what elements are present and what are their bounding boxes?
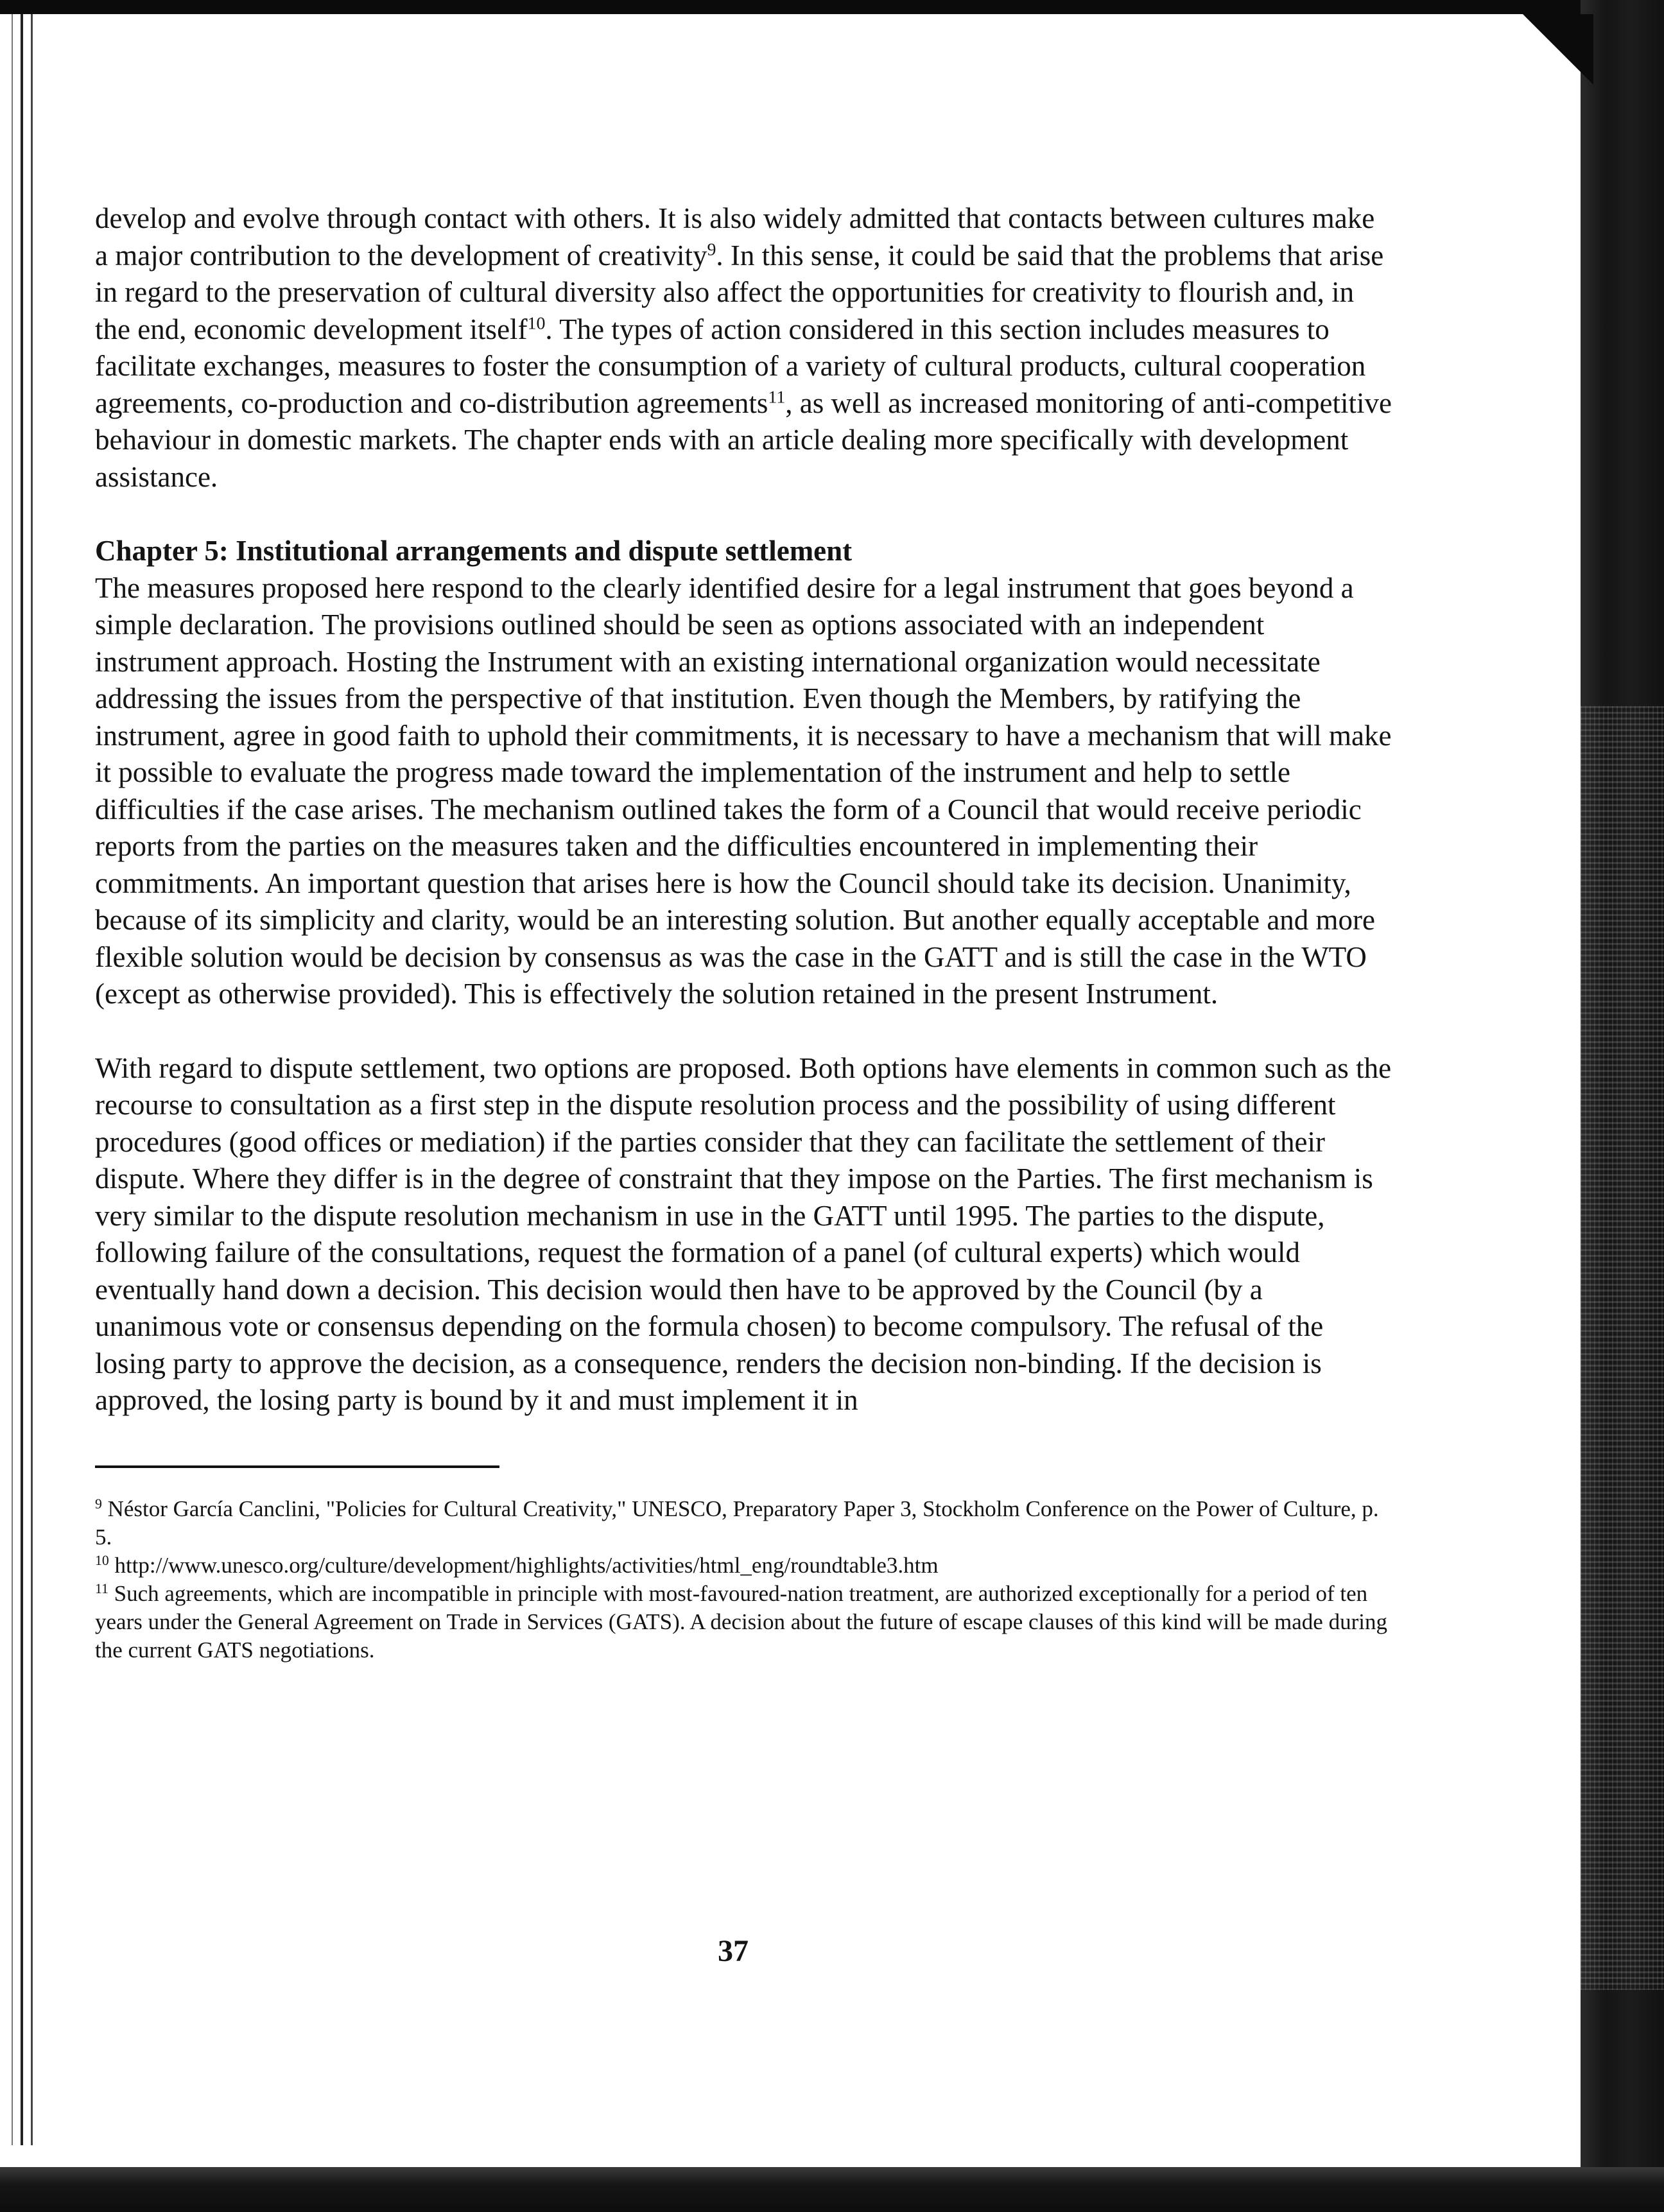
footnote-ref-10: 10 <box>527 313 546 334</box>
footnote-ref-11: 11 <box>768 387 786 408</box>
scan-binding-line <box>31 14 33 2145</box>
scan-border-noise <box>1581 706 1664 1990</box>
intro-text-part-1: develop and evolve through contact with others. It is also widely admitted that contacts between cultures make a major contribution to the development of creativity <box>95 202 1375 272</box>
intro-paragraph <box>95 200 1392 496</box>
page-number: 37 <box>718 1934 749 1968</box>
footnote-link-text[interactable]: http://www.unesco.org/culture/development/highlights/activities/html_eng/roundtable3.htm <box>108 1552 939 1578</box>
paragraph-spacer <box>95 496 1392 533</box>
paragraph-spacer <box>95 1013 1392 1050</box>
footnote-number: 10 <box>95 1552 109 1568</box>
scan-border-top <box>0 0 1664 14</box>
footnote-text: Such agreements, which are incompatible in principle with most-favoured-nation treatment, are authorized exceptionally for a period of ten years under the General Agreement on Trade in Services (GATS). A decision about the future of escape clauses of this kind will be made during the current GATS negotiations. <box>95 1580 1387 1663</box>
footnote-number: 11 <box>95 1580 108 1596</box>
chapter5-paragraph-1: The measures proposed here respond to the clearly identified desire for a legal instrument that goes beyond a simple declaration. The provisions outlined should be seen as options associated with an independent instrument approach. Hosting the Instrument with an existing international organization would necessitate addressing the issues from the perspective of that institution. Even though the Members, by ratifying the instrument, agree in good faith to uphold their commitments, it is necessary to have a mechanism that will make it possible to evaluate the progress made toward the implementation of the instrument and help to settle difficulties if the case arises. The mechanism outlined takes the form of a Council that would receive periodic reports from the parties on the measures taken and the difficulties encountered in implementing their commitments. An important question that arises here is how the Council should take its decision. Unanimity, because of its simplicity and clarity, would be an interesting solution. But another equally acceptable and more flexible solution would be decision by consensus as was the case in the GATT and is still the case in the WTO (except as otherwise provided). This is effectively the solution retained in the present Instrument. <box>95 571 1392 1010</box>
intro-text-part-2: . In this sense, it could be said that the problems that arise in regard to the preservation of cultural diversity also affect the opportunities for creativity to flourish and, in the end, economic development itself <box>95 239 1384 345</box>
scan-binding-line <box>12 14 13 2145</box>
scan-border-bottom <box>0 2167 1664 2212</box>
chapter5-paragraph-2: With regard to dispute settlement, two options are proposed. Both options have elements in common such as the recourse to consultation as a first step in the dispute resolution process and the possibility of using different procedures (good offices or mediation) if the parties consider that they can facilitate the settlement of their dispute. Where they differ is in the degree of constraint that they impose on the Parties. The first mechanism is very similar to the dispute resolution mechanism in use in the GATT until 1995. The parties to the dispute, following failure of the consultations, request the formation of a panel (of cultural experts) which would eventually hand down a decision. This decision would then have to be approved by the Council (by a unanimous vote or consensus depending on the formula chosen) to become compulsory. The refusal of the losing party to approve the decision, as a consequence, renders the decision non-binding. If the decision is approved, the losing party is bound by it and must implement it in <box>95 1051 1392 1416</box>
footnote-ref-9: 9 <box>707 239 716 260</box>
intro-text-part-4: , as well as increased monitoring of anti-competitive behaviour in domestic markets. The chapter ends with an article dealing more specifically with development assistance. <box>95 386 1392 493</box>
chapter-heading: Chapter 5: Institutional arrangements and dispute settlement <box>95 535 853 567</box>
page-content <box>95 200 1392 1664</box>
footnote-separator <box>95 1465 499 1468</box>
footnote-9 <box>95 1495 1392 1551</box>
footnote-text: Néstor García Canclini, "Policies for Cultural Creativity," UNESCO, Preparatory Paper 3, Stockholm Conference on the Power of Culture, p. 5. <box>95 1496 1379 1550</box>
intro-text-part-3: . The types of action considered in this section includes measures to facilitate exchanges, measures to foster the consumption of a variety of cultural products, cultural cooperation agreements, co-production and co-distribution agreements <box>95 313 1366 419</box>
folded-page-corner <box>1523 14 1593 85</box>
scan-binding-line <box>21 14 23 2145</box>
footnote-number: 9 <box>95 1496 102 1512</box>
footnote-10 <box>95 1551 1392 1580</box>
footnote-11 <box>95 1580 1392 1664</box>
